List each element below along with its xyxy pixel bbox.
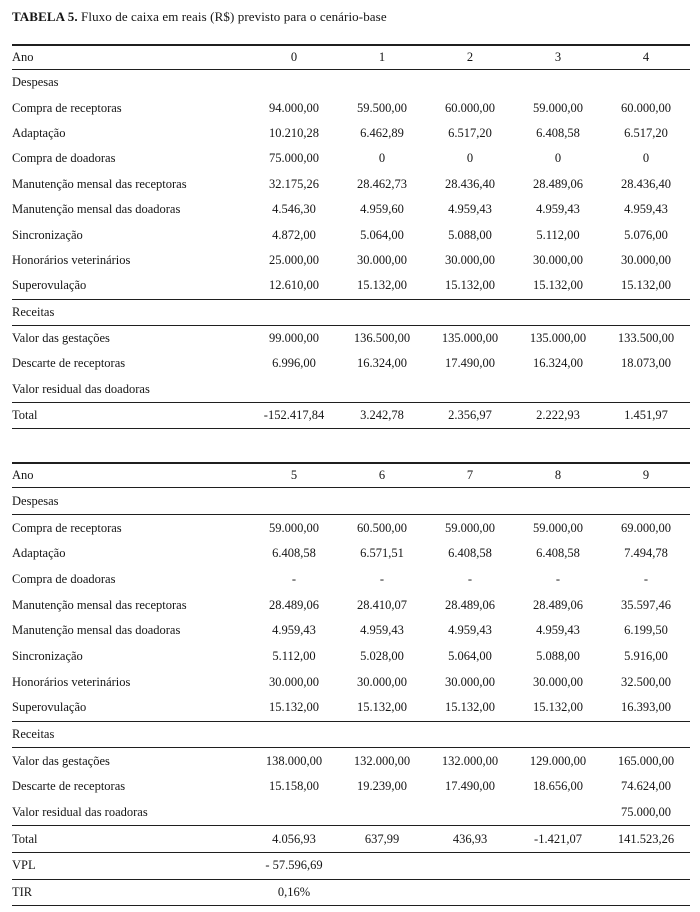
value-cell: 0,16% — [250, 879, 338, 906]
value-cell — [514, 377, 602, 403]
cashflow-table-anos-0-4 — [12, 44, 690, 429]
value-cell: 6.408,58 — [536, 125, 580, 140]
row-label: Valor residual das roadoras — [12, 800, 250, 826]
value-cell: - — [379, 571, 385, 586]
year-header-row — [12, 463, 690, 488]
value-cell: 17.490,00 — [445, 356, 495, 371]
value-cell: - — [291, 571, 297, 586]
table-caption-text: Fluxo de caixa em reais (R$) previsto para o cenário-base — [77, 9, 387, 24]
year-header-cell: 4 — [602, 45, 690, 70]
value-cell: 15.132,00 — [250, 695, 338, 721]
value-cell: 4.959,60 — [360, 202, 404, 217]
value-cell: 5.088,00 — [448, 227, 492, 242]
section-header-row — [12, 721, 690, 748]
value-cell: 30.000,00 — [269, 674, 319, 689]
row-label: Manutenção mensal das doadoras — [12, 623, 181, 638]
value-cell: 15.132,00 — [514, 273, 602, 299]
row-label: Compra de doadoras — [12, 571, 116, 586]
row-label: Manutenção mensal das receptoras — [12, 597, 187, 612]
row-label: Valor das gestações — [12, 753, 110, 768]
value-cell: 15.132,00 — [602, 273, 690, 299]
table-row — [12, 377, 690, 403]
row-label: TIR — [12, 879, 250, 906]
value-cell: 132.000,00 — [353, 753, 411, 768]
value-cell — [514, 853, 602, 880]
value-cell: 59.500,00 — [357, 100, 407, 115]
value-cell: 60.000,00 — [445, 100, 495, 115]
row-label: Receitas — [12, 721, 250, 748]
value-cell: 138.000,00 — [265, 753, 323, 768]
value-cell — [514, 70, 602, 96]
value-cell: 28.489,06 — [533, 176, 583, 191]
value-cell: - — [467, 571, 473, 586]
table-row — [12, 403, 690, 429]
value-cell: 15.132,00 — [514, 695, 602, 721]
value-cell: 4.959,43 — [624, 202, 668, 217]
value-cell: 59.000,00 — [533, 520, 583, 535]
value-cell: 16.324,00 — [533, 356, 583, 371]
value-cell: 25.000,00 — [269, 252, 319, 267]
value-cell: 6.571,51 — [360, 546, 404, 561]
value-cell: 7.494,78 — [624, 546, 668, 561]
value-cell: 4.959,43 — [536, 202, 580, 217]
row-label: Manutenção mensal das receptoras — [12, 176, 187, 191]
value-cell: 4.959,43 — [448, 623, 492, 638]
table-row — [12, 748, 690, 774]
value-cell: 75.000,00 — [602, 800, 690, 826]
value-cell: 28.436,40 — [445, 176, 495, 191]
table-row — [12, 567, 690, 593]
table-row — [12, 774, 690, 800]
row-label: Despesas — [12, 488, 250, 515]
value-cell: 18.656,00 — [533, 779, 583, 794]
value-cell: 135.000,00 — [441, 331, 499, 346]
row-label: Manutenção mensal das doadoras — [12, 202, 181, 217]
value-cell: 5.112,00 — [272, 648, 316, 663]
row-label: VPL — [12, 853, 250, 880]
value-cell: 30.000,00 — [621, 252, 671, 267]
row-label: Compra de doadoras — [12, 151, 116, 166]
value-cell: 6.408,58 — [272, 546, 316, 561]
value-cell — [602, 488, 690, 515]
value-cell: 129.000,00 — [529, 753, 587, 768]
value-cell — [338, 70, 426, 96]
value-cell: 16.393,00 — [602, 695, 690, 721]
year-header-cell: 7 — [426, 463, 514, 488]
value-cell — [338, 800, 426, 826]
value-cell: 28.489,06 — [269, 597, 319, 612]
row-label: Receitas — [12, 299, 250, 325]
table-row — [12, 541, 690, 567]
value-cell: 4.959,43 — [360, 623, 404, 638]
year-header-row — [12, 45, 690, 70]
year-header-label: Ano — [12, 463, 250, 488]
value-cell: 16.324,00 — [357, 356, 407, 371]
table-row — [12, 515, 690, 541]
value-cell: 4.959,43 — [536, 623, 580, 638]
value-cell — [250, 299, 338, 325]
table-row — [12, 695, 690, 721]
value-cell: 4.546,30 — [272, 202, 316, 217]
section-header-row — [12, 70, 690, 96]
value-cell: 15.132,00 — [426, 273, 514, 299]
table-row — [12, 351, 690, 376]
value-cell — [338, 721, 426, 748]
year-header-label: Ano — [12, 45, 250, 70]
value-cell: 2.222,93 — [514, 403, 602, 429]
value-cell — [514, 488, 602, 515]
value-cell: 30.000,00 — [533, 674, 583, 689]
value-cell — [426, 879, 514, 906]
row-label: Total — [12, 826, 250, 853]
value-cell — [514, 721, 602, 748]
table-row — [12, 222, 690, 247]
value-cell: 17.490,00 — [445, 779, 495, 794]
year-header-cell: 2 — [426, 45, 514, 70]
row-label: Despesas — [12, 75, 59, 90]
value-cell — [250, 721, 338, 748]
row-label: Descarte de receptoras — [12, 356, 126, 371]
section-header-row — [12, 299, 690, 325]
value-cell: 0 — [642, 151, 650, 166]
value-cell: 18.073,00 — [621, 356, 671, 371]
year-header-cell: 3 — [514, 45, 602, 70]
value-cell — [602, 377, 690, 403]
value-cell: 74.624,00 — [621, 779, 671, 794]
value-cell: 30.000,00 — [533, 252, 583, 267]
value-cell — [338, 299, 426, 325]
value-cell: 136.500,00 — [353, 331, 411, 346]
table-row — [12, 248, 690, 273]
value-cell — [338, 488, 426, 515]
row-label: Adaptação — [12, 125, 66, 140]
value-cell: 59.000,00 — [445, 520, 495, 535]
value-cell: 28.489,06 — [445, 597, 495, 612]
value-cell: 0 — [554, 151, 562, 166]
value-cell: 30.000,00 — [357, 252, 407, 267]
value-cell: 141.523,26 — [602, 826, 690, 853]
value-cell: 69.000,00 — [621, 520, 671, 535]
table-row — [12, 172, 690, 197]
value-cell: 28.462,73 — [357, 176, 407, 191]
year-header-cell: 9 — [602, 463, 690, 488]
value-cell: 6.517,20 — [448, 125, 492, 140]
value-cell: 59.000,00 — [269, 520, 319, 535]
value-cell — [426, 377, 514, 403]
value-cell — [338, 377, 426, 403]
value-cell: 637,99 — [338, 826, 426, 853]
value-cell: 132.000,00 — [441, 753, 499, 768]
section-header-row — [12, 488, 690, 515]
year-header-cell: 1 — [338, 45, 426, 70]
table-row — [12, 273, 690, 299]
table-caption-number: TABELA 5. — [12, 9, 78, 24]
value-cell: 15.132,00 — [426, 695, 514, 721]
value-cell — [426, 299, 514, 325]
table-row — [12, 121, 690, 146]
value-cell: - — [643, 571, 649, 586]
row-label: Compra de receptoras — [12, 100, 122, 115]
row-label: Compra de receptoras — [12, 520, 122, 535]
value-cell: 135.000,00 — [529, 331, 587, 346]
value-cell: 59.000,00 — [533, 100, 583, 115]
value-cell: - — [555, 571, 561, 586]
value-cell: 94.000,00 — [269, 100, 319, 115]
value-cell: 4.056,93 — [250, 826, 338, 853]
value-cell: - 57.596,69 — [250, 853, 338, 880]
value-cell — [426, 721, 514, 748]
value-cell: 0 — [378, 151, 386, 166]
table-row — [12, 644, 690, 670]
value-cell — [514, 800, 602, 826]
row-label: Total — [12, 403, 250, 429]
value-cell: 35.597,46 — [621, 597, 671, 612]
value-cell: 12.610,00 — [250, 273, 338, 299]
value-cell — [250, 488, 338, 515]
row-label: Honorários veterinários — [12, 674, 131, 689]
value-cell: 60.000,00 — [621, 100, 671, 115]
value-cell: 6.996,00 — [272, 356, 316, 371]
value-cell: 2.356,97 — [426, 403, 514, 429]
value-cell — [514, 879, 602, 906]
table-row — [12, 146, 690, 171]
value-cell: 15.132,00 — [338, 273, 426, 299]
value-cell: 5.112,00 — [536, 227, 580, 242]
value-cell: 5.064,00 — [360, 227, 404, 242]
value-cell: 165.000,00 — [617, 753, 675, 768]
table-row — [12, 853, 690, 880]
cashflow-tables-container — [12, 44, 700, 906]
value-cell: 60.500,00 — [357, 520, 407, 535]
value-cell: 6.408,58 — [536, 546, 580, 561]
value-cell — [250, 800, 338, 826]
year-header-cell: 8 — [514, 463, 602, 488]
year-header-cell: 0 — [250, 45, 338, 70]
value-cell: 5.076,00 — [624, 227, 668, 242]
value-cell: 15.132,00 — [338, 695, 426, 721]
value-cell: 5.916,00 — [624, 648, 668, 663]
table-row — [12, 879, 690, 906]
value-cell: 75.000,00 — [269, 151, 319, 166]
value-cell — [426, 70, 514, 96]
value-cell — [602, 879, 690, 906]
value-cell: -1.421,07 — [514, 826, 602, 853]
value-cell — [602, 853, 690, 880]
value-cell — [426, 853, 514, 880]
table-row — [12, 800, 690, 826]
value-cell: 133.500,00 — [617, 331, 675, 346]
value-cell: 15.158,00 — [269, 779, 319, 794]
table-row — [12, 197, 690, 222]
value-cell: 30.000,00 — [357, 674, 407, 689]
value-cell: 436,93 — [426, 826, 514, 853]
value-cell: 5.064,00 — [448, 648, 492, 663]
row-label: Descarte de receptoras — [12, 779, 126, 794]
value-cell — [250, 377, 338, 403]
table-row — [12, 826, 690, 853]
value-cell: -152.417,84 — [250, 403, 338, 429]
value-cell: 99.000,00 — [269, 331, 319, 346]
value-cell: 4.872,00 — [272, 227, 316, 242]
row-label: Sincronização — [12, 227, 83, 242]
row-label: Superovulação — [12, 695, 250, 721]
table-row — [12, 592, 690, 618]
value-cell — [426, 800, 514, 826]
value-cell: 28.489,06 — [533, 597, 583, 612]
row-label: Sincronização — [12, 648, 83, 663]
value-cell — [602, 70, 690, 96]
year-header-cell: 5 — [250, 463, 338, 488]
value-cell: 5.028,00 — [360, 648, 404, 663]
table-row — [12, 325, 690, 351]
value-cell: 6.517,20 — [624, 125, 668, 140]
value-cell: 1.451,97 — [602, 403, 690, 429]
row-label: Valor residual das doadoras — [12, 377, 250, 403]
value-cell: 32.500,00 — [621, 674, 671, 689]
value-cell: 3.242,78 — [338, 403, 426, 429]
cashflow-table-anos-5-9 — [12, 462, 690, 906]
value-cell: 5.088,00 — [536, 648, 580, 663]
row-label: Superovulação — [12, 273, 250, 299]
table-caption — [12, 9, 700, 24]
value-cell: 6.408,58 — [448, 546, 492, 561]
table-row — [12, 95, 690, 120]
value-cell: 0 — [466, 151, 474, 166]
value-cell: 28.436,40 — [621, 176, 671, 191]
value-cell: 28.410,07 — [357, 597, 407, 612]
value-cell — [338, 879, 426, 906]
value-cell: 30.000,00 — [445, 252, 495, 267]
value-cell — [426, 488, 514, 515]
value-cell: 6.199,50 — [624, 623, 668, 638]
value-cell — [514, 299, 602, 325]
table-row — [12, 669, 690, 695]
row-label: Honorários veterinários — [12, 252, 131, 267]
value-cell — [602, 299, 690, 325]
value-cell: 4.959,43 — [272, 623, 316, 638]
value-cell: 19.239,00 — [357, 779, 407, 794]
row-label: Valor das gestações — [12, 331, 110, 346]
year-header-cell: 6 — [338, 463, 426, 488]
value-cell: 30.000,00 — [445, 674, 495, 689]
value-cell — [602, 721, 690, 748]
value-cell: 10.210,28 — [269, 125, 319, 140]
row-label: Adaptação — [12, 546, 66, 561]
value-cell: 6.462,89 — [360, 125, 404, 140]
value-cell — [250, 70, 338, 96]
table-row — [12, 618, 690, 644]
value-cell: 4.959,43 — [448, 202, 492, 217]
value-cell — [338, 853, 426, 880]
value-cell: 32.175,26 — [269, 176, 319, 191]
